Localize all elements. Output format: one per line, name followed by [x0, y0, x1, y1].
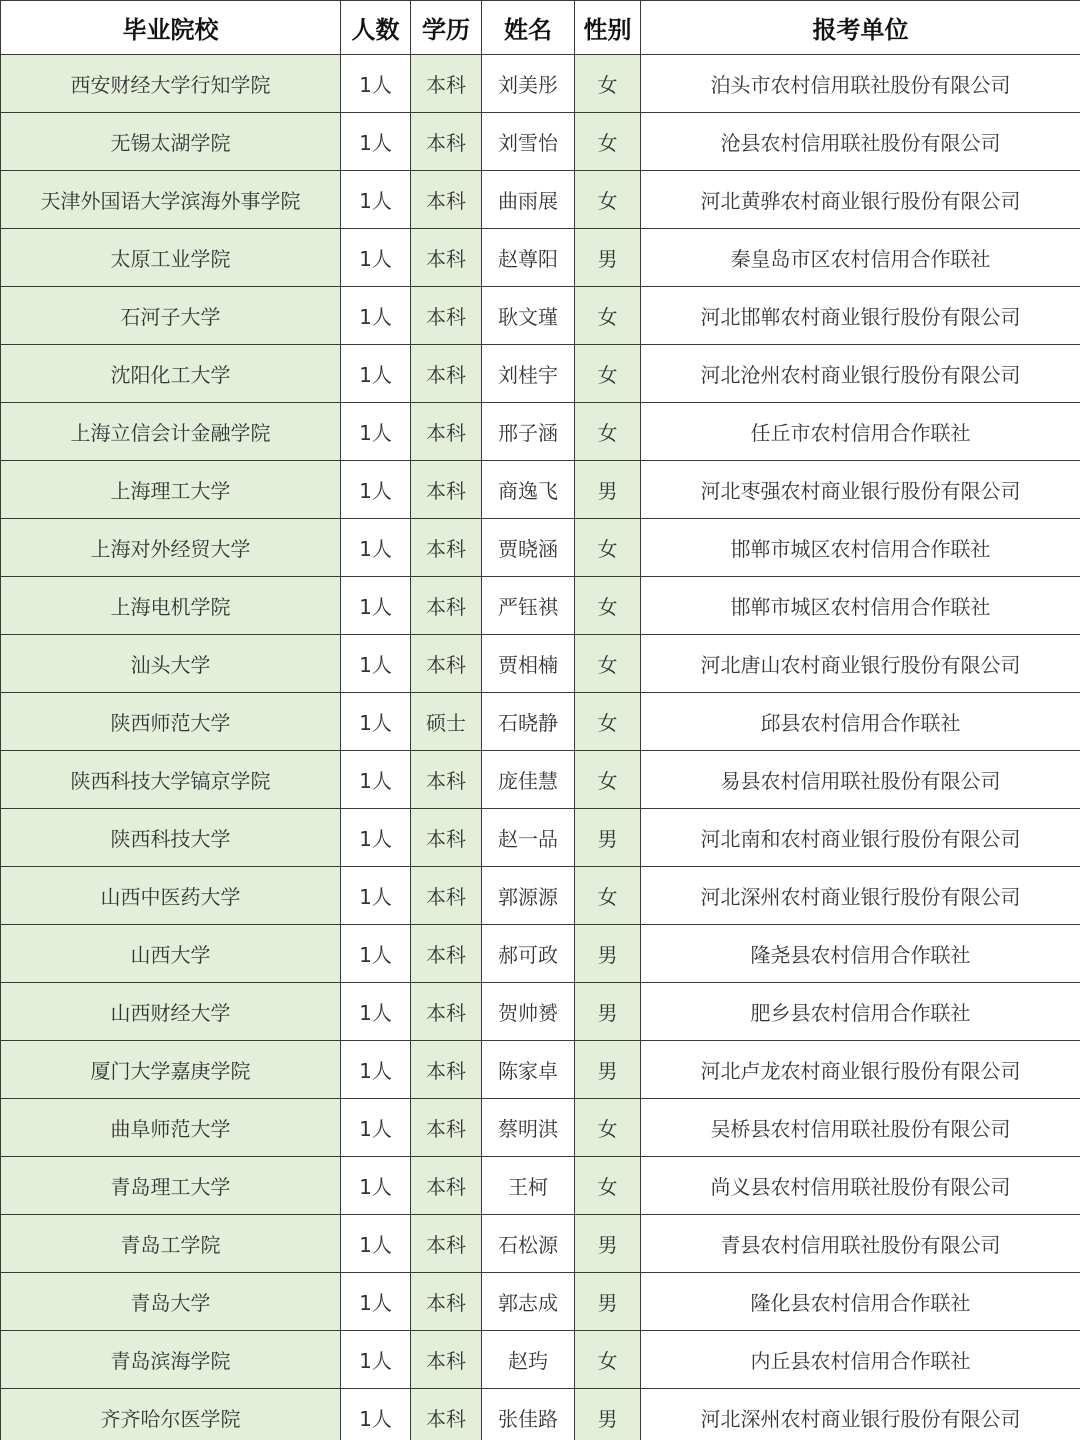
cell-education: 本科 [411, 345, 482, 403]
cell-name: 赵尊阳 [482, 229, 575, 287]
cell-count: 1人 [341, 751, 411, 809]
cell-school: 齐齐哈尔医学院 [1, 1389, 341, 1440]
cell-unit: 河北南和农村商业银行股份有限公司 [641, 809, 1080, 867]
cell-name: 蔡明淇 [482, 1099, 575, 1157]
table-row [1, 287, 1080, 345]
cell-name: 严钰祺 [482, 577, 575, 635]
table-row [1, 519, 1080, 577]
cell-unit: 河北卢龙农村商业银行股份有限公司 [641, 1041, 1080, 1099]
cell-gender: 男 [575, 229, 641, 287]
cell-education: 本科 [411, 867, 482, 925]
cell-count: 1人 [341, 867, 411, 925]
cell-school: 山西财经大学 [1, 983, 341, 1041]
table-row [1, 113, 1080, 171]
table-row [1, 867, 1080, 925]
cell-count: 1人 [341, 1157, 411, 1215]
cell-unit: 泊头市农村信用联社股份有限公司 [641, 55, 1080, 113]
cell-name: 曲雨展 [482, 171, 575, 229]
cell-unit: 肥乡县农村信用合作联社 [641, 983, 1080, 1041]
cell-count: 1人 [341, 287, 411, 345]
cell-gender: 女 [575, 1157, 641, 1215]
cell-school: 太原工业学院 [1, 229, 341, 287]
cell-education: 本科 [411, 519, 482, 577]
cell-unit: 任丘市农村信用合作联社 [641, 403, 1080, 461]
table-row [1, 1041, 1080, 1099]
cell-school: 天津外国语大学滨海外事学院 [1, 171, 341, 229]
table-row [1, 1389, 1080, 1440]
cell-name: 赵一品 [482, 809, 575, 867]
cell-education: 硕士 [411, 693, 482, 751]
table-row [1, 983, 1080, 1041]
cell-school: 陕西科技大学镐京学院 [1, 751, 341, 809]
cell-name: 耿文瑾 [482, 287, 575, 345]
cell-count: 1人 [341, 983, 411, 1041]
cell-name: 石晓静 [482, 693, 575, 751]
table-row [1, 1331, 1080, 1389]
cell-gender: 男 [575, 1389, 641, 1440]
cell-count: 1人 [341, 519, 411, 577]
cell-unit: 邯郸市城区农村信用合作联社 [641, 577, 1080, 635]
cell-unit: 沧县农村信用联社股份有限公司 [641, 113, 1080, 171]
cell-count: 1人 [341, 461, 411, 519]
cell-school: 沈阳化工大学 [1, 345, 341, 403]
cell-gender: 女 [575, 287, 641, 345]
cell-name: 王柯 [482, 1157, 575, 1215]
cell-gender: 女 [575, 867, 641, 925]
cell-school: 青岛大学 [1, 1273, 341, 1331]
cell-count: 1人 [341, 1215, 411, 1273]
cell-education: 本科 [411, 983, 482, 1041]
cell-education: 本科 [411, 403, 482, 461]
cell-school: 陕西师范大学 [1, 693, 341, 751]
cell-name: 郭源源 [482, 867, 575, 925]
table-row [1, 925, 1080, 983]
cell-count: 1人 [341, 1041, 411, 1099]
cell-unit: 河北深州农村商业银行股份有限公司 [641, 1389, 1080, 1440]
table-row [1, 229, 1080, 287]
cell-count: 1人 [341, 1273, 411, 1331]
cell-unit: 河北唐山农村商业银行股份有限公司 [641, 635, 1080, 693]
cell-education: 本科 [411, 55, 482, 113]
cell-name: 贺帅赟 [482, 983, 575, 1041]
cell-education: 本科 [411, 287, 482, 345]
cell-count: 1人 [341, 171, 411, 229]
cell-unit: 河北枣强农村商业银行股份有限公司 [641, 461, 1080, 519]
table-row [1, 751, 1080, 809]
header-school: 毕业院校 [1, 1, 341, 55]
cell-name: 刘桂宇 [482, 345, 575, 403]
cell-school: 石河子大学 [1, 287, 341, 345]
cell-name: 张佳路 [482, 1389, 575, 1440]
cell-school: 青岛理工大学 [1, 1157, 341, 1215]
cell-education: 本科 [411, 1273, 482, 1331]
cell-name: 贾相楠 [482, 635, 575, 693]
table-row [1, 1157, 1080, 1215]
header-count: 人数 [341, 1, 411, 55]
cell-gender: 女 [575, 577, 641, 635]
cell-gender: 男 [575, 1215, 641, 1273]
cell-unit: 尚义县农村信用联社股份有限公司 [641, 1157, 1080, 1215]
cell-unit: 河北沧州农村商业银行股份有限公司 [641, 345, 1080, 403]
cell-school: 上海理工大学 [1, 461, 341, 519]
table-row [1, 461, 1080, 519]
cell-count: 1人 [341, 577, 411, 635]
cell-name: 庞佳慧 [482, 751, 575, 809]
cell-unit: 隆化县农村信用合作联社 [641, 1273, 1080, 1331]
cell-name: 刘美彤 [482, 55, 575, 113]
table-row [1, 403, 1080, 461]
cell-unit: 邱县农村信用合作联社 [641, 693, 1080, 751]
cell-education: 本科 [411, 1157, 482, 1215]
table-row [1, 345, 1080, 403]
cell-education: 本科 [411, 809, 482, 867]
table-row [1, 55, 1080, 113]
cell-gender: 男 [575, 809, 641, 867]
header-name: 姓名 [482, 1, 575, 55]
table-row [1, 577, 1080, 635]
cell-gender: 男 [575, 1041, 641, 1099]
cell-count: 1人 [341, 55, 411, 113]
cell-name: 郭志成 [482, 1273, 575, 1331]
cell-education: 本科 [411, 1331, 482, 1389]
cell-count: 1人 [341, 809, 411, 867]
cell-unit: 河北黄骅农村商业银行股份有限公司 [641, 171, 1080, 229]
cell-school: 西安财经大学行知学院 [1, 55, 341, 113]
cell-count: 1人 [341, 1331, 411, 1389]
cell-unit: 河北深州农村商业银行股份有限公司 [641, 867, 1080, 925]
cell-education: 本科 [411, 1041, 482, 1099]
cell-unit: 吴桥县农村信用联社股份有限公司 [641, 1099, 1080, 1157]
cell-unit: 河北邯郸农村商业银行股份有限公司 [641, 287, 1080, 345]
cell-count: 1人 [341, 403, 411, 461]
header-unit: 报考单位 [641, 1, 1080, 55]
cell-school: 山西大学 [1, 925, 341, 983]
cell-school: 无锡太湖学院 [1, 113, 341, 171]
cell-unit: 邯郸市城区农村信用合作联社 [641, 519, 1080, 577]
cell-gender: 女 [575, 55, 641, 113]
cell-name: 郝可政 [482, 925, 575, 983]
cell-education: 本科 [411, 229, 482, 287]
table-body [1, 55, 1080, 1440]
cell-name: 陈家卓 [482, 1041, 575, 1099]
cell-school: 陕西科技大学 [1, 809, 341, 867]
cell-school: 山西中医药大学 [1, 867, 341, 925]
cell-name: 赵玙 [482, 1331, 575, 1389]
cell-unit: 隆尧县农村信用合作联社 [641, 925, 1080, 983]
cell-count: 1人 [341, 1389, 411, 1440]
cell-education: 本科 [411, 1215, 482, 1273]
cell-school: 上海对外经贸大学 [1, 519, 341, 577]
cell-school: 青岛工学院 [1, 1215, 341, 1273]
cell-education: 本科 [411, 113, 482, 171]
cell-education: 本科 [411, 751, 482, 809]
cell-education: 本科 [411, 1099, 482, 1157]
cell-school: 汕头大学 [1, 635, 341, 693]
cell-gender: 女 [575, 403, 641, 461]
cell-gender: 女 [575, 519, 641, 577]
cell-count: 1人 [341, 229, 411, 287]
cell-school: 曲阜师范大学 [1, 1099, 341, 1157]
cell-gender: 男 [575, 461, 641, 519]
cell-gender: 女 [575, 1099, 641, 1157]
table-header-row [1, 1, 1080, 55]
header-education: 学历 [411, 1, 482, 55]
table-row [1, 809, 1080, 867]
cell-gender: 女 [575, 1331, 641, 1389]
cell-education: 本科 [411, 925, 482, 983]
cell-gender: 女 [575, 693, 641, 751]
table-row [1, 1273, 1080, 1331]
cell-gender: 女 [575, 345, 641, 403]
cell-gender: 男 [575, 925, 641, 983]
cell-count: 1人 [341, 1099, 411, 1157]
cell-name: 商逸飞 [482, 461, 575, 519]
cell-gender: 男 [575, 1273, 641, 1331]
cell-count: 1人 [341, 925, 411, 983]
cell-gender: 女 [575, 635, 641, 693]
cell-education: 本科 [411, 635, 482, 693]
table-row [1, 1215, 1080, 1273]
cell-count: 1人 [341, 113, 411, 171]
cell-gender: 女 [575, 113, 641, 171]
cell-school: 上海电机学院 [1, 577, 341, 635]
cell-education: 本科 [411, 1389, 482, 1440]
cell-education: 本科 [411, 461, 482, 519]
cell-school: 上海立信会计金融学院 [1, 403, 341, 461]
cell-name: 邢子涵 [482, 403, 575, 461]
cell-school: 厦门大学嘉庚学院 [1, 1041, 341, 1099]
cell-unit: 内丘县农村信用合作联社 [641, 1331, 1080, 1389]
cell-count: 1人 [341, 345, 411, 403]
cell-name: 石松源 [482, 1215, 575, 1273]
cell-unit: 秦皇岛市区农村信用合作联社 [641, 229, 1080, 287]
cell-gender: 男 [575, 983, 641, 1041]
table-row [1, 635, 1080, 693]
cell-education: 本科 [411, 577, 482, 635]
cell-unit: 青县农村信用联社股份有限公司 [641, 1215, 1080, 1273]
cell-name: 刘雪怡 [482, 113, 575, 171]
table-row [1, 171, 1080, 229]
header-gender: 性别 [575, 1, 641, 55]
cell-education: 本科 [411, 171, 482, 229]
cell-unit: 易县农村信用联社股份有限公司 [641, 751, 1080, 809]
cell-name: 贾晓涵 [482, 519, 575, 577]
cell-gender: 女 [575, 171, 641, 229]
cell-count: 1人 [341, 635, 411, 693]
cell-gender: 女 [575, 751, 641, 809]
table-row [1, 693, 1080, 751]
cell-count: 1人 [341, 693, 411, 751]
cell-school: 青岛滨海学院 [1, 1331, 341, 1389]
table-row [1, 1099, 1080, 1157]
